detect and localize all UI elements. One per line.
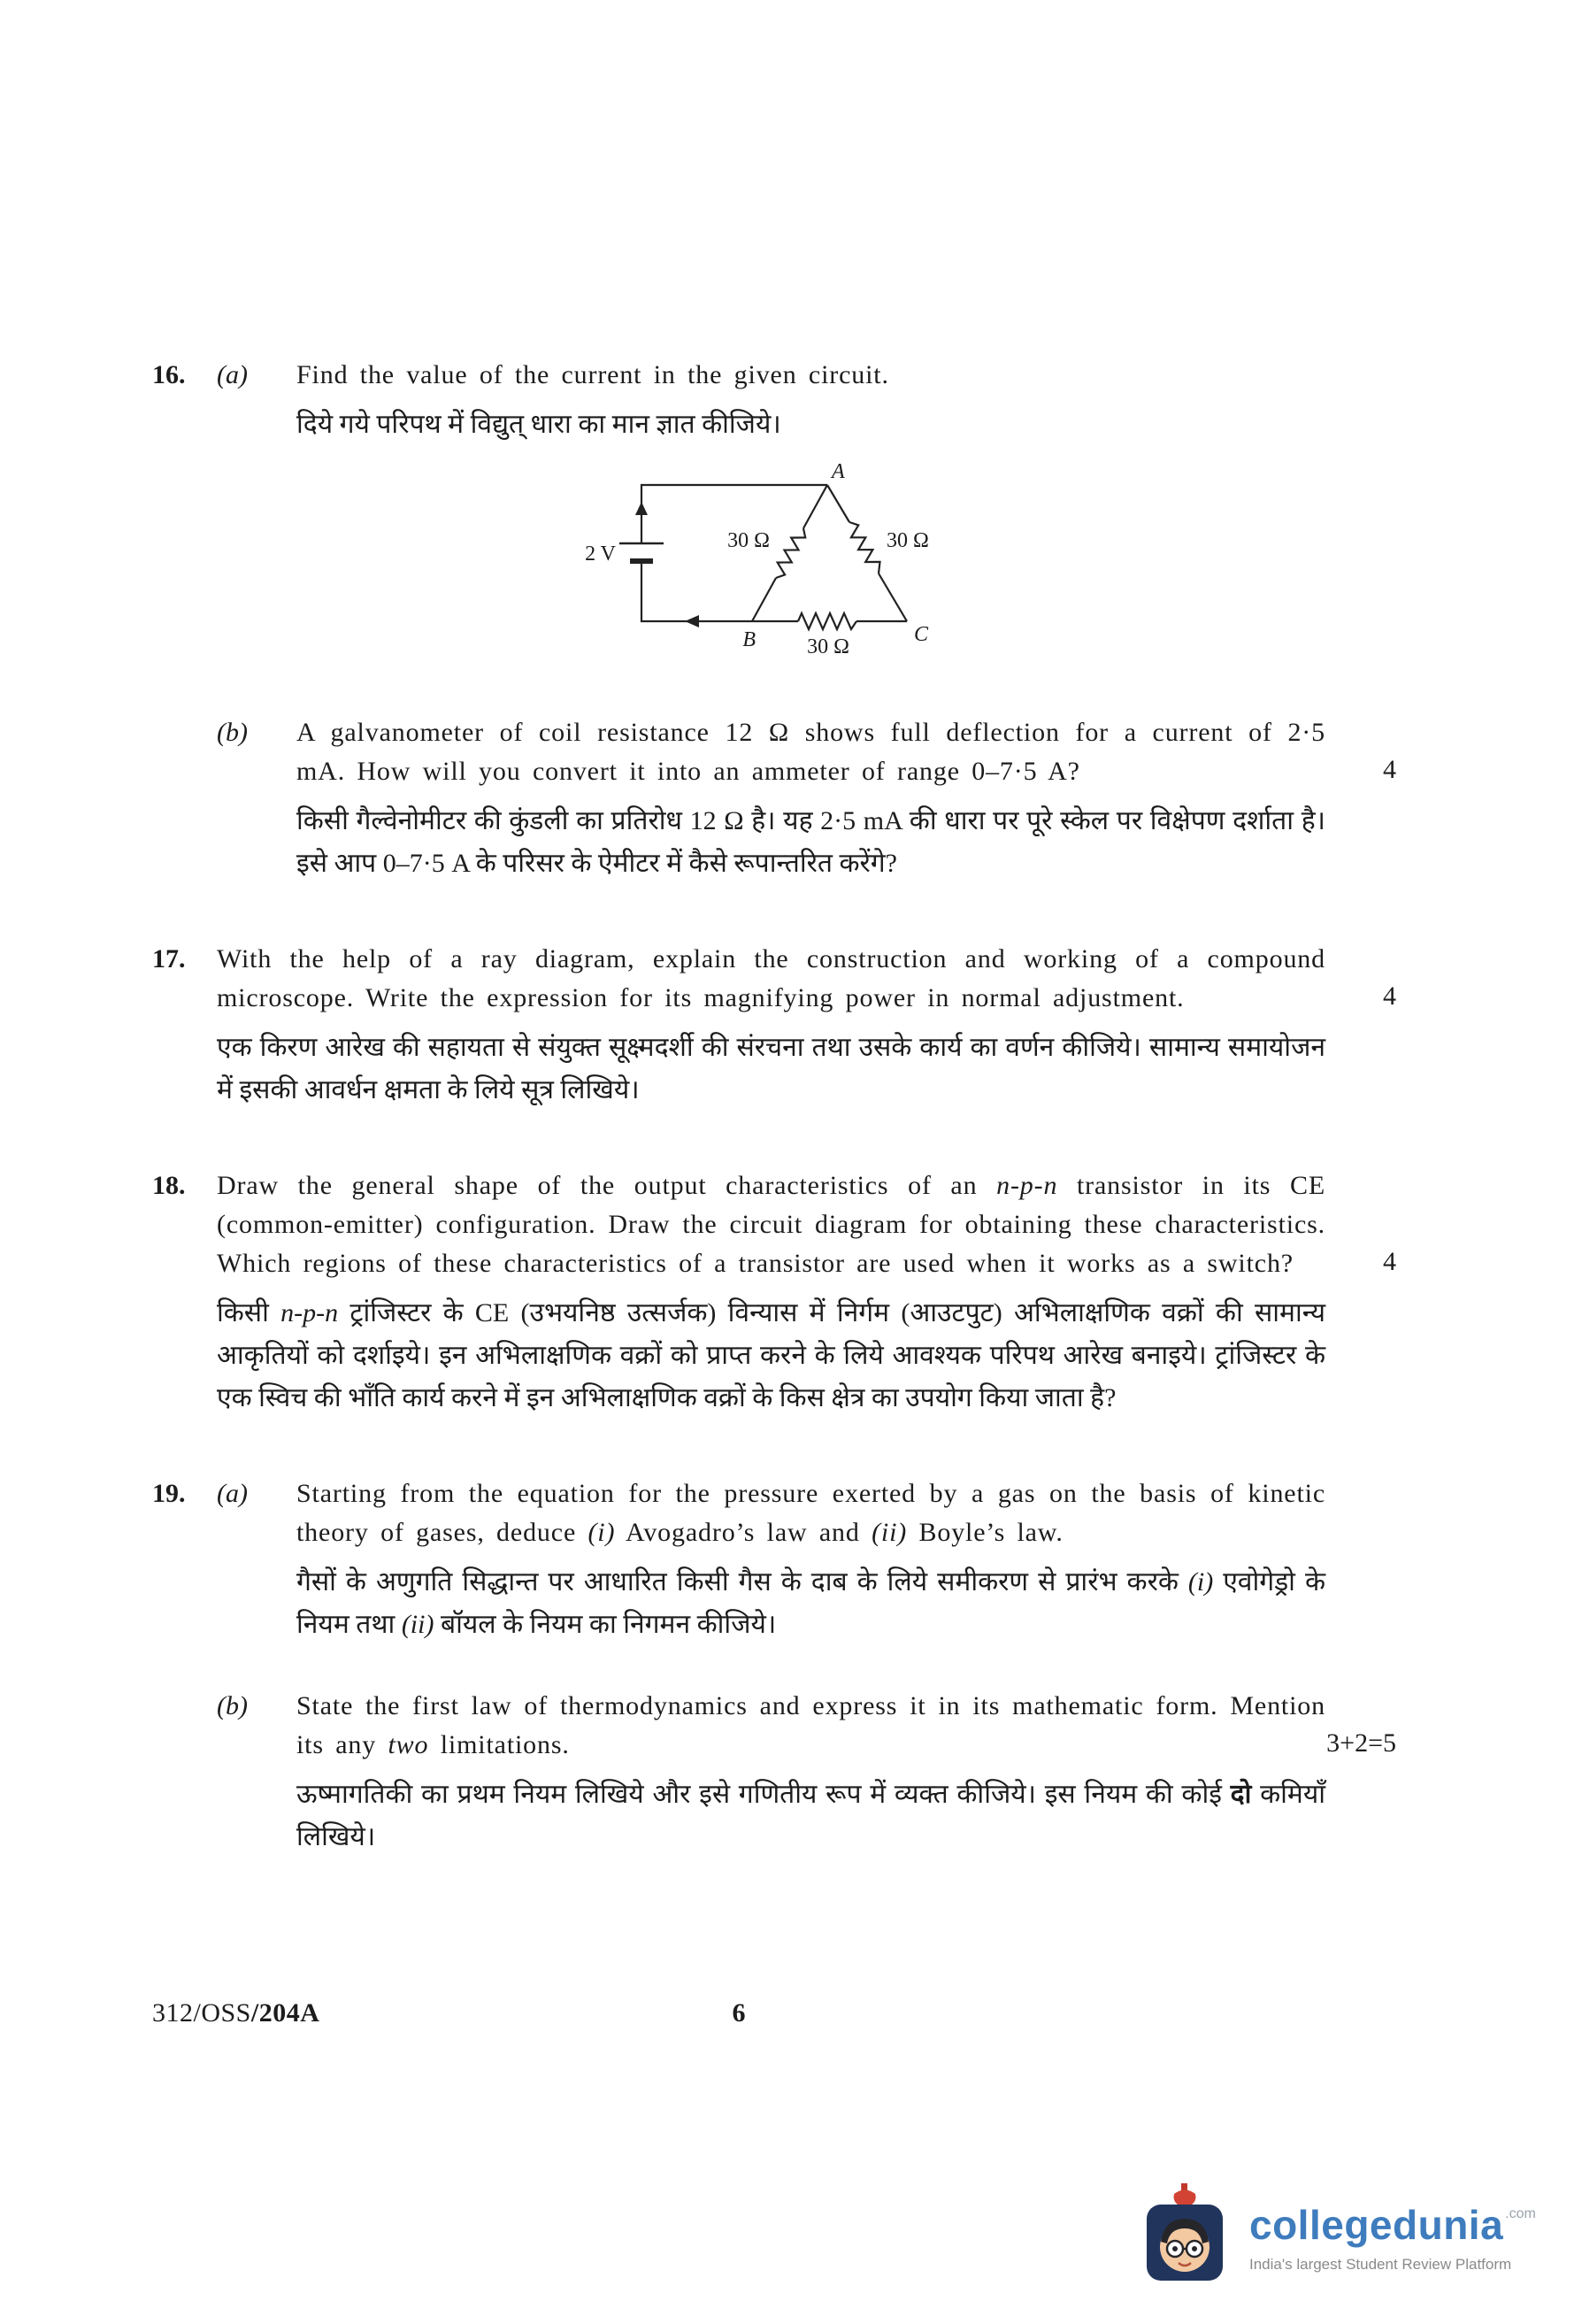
question-19b-marks: 3+2=5 (1326, 1728, 1396, 1758)
page-footer (152, 1998, 1325, 2028)
question-18 (152, 1166, 1396, 1420)
question-19b-hi-2: कमियाँ लिखिये। (296, 1780, 1325, 1851)
question-16b-marks: 4 (1383, 755, 1396, 784)
question-19a-hi-1: गैसों के अणुगति सिद्धान्त पर आधारित किसी गैस के दाब के लिये समीकरण से प्रारंभ करके (296, 1567, 1188, 1597)
question-16 (152, 356, 1396, 885)
question-19a-en-1: Starting from the equation for the pressure exerted by a gas on the basis of kinetic theory of gases, deduce (296, 1479, 1325, 1547)
circuit-svg (566, 462, 956, 679)
mascot-eye-right (1192, 2246, 1197, 2251)
question-19b-en-italic: two (388, 1730, 429, 1759)
brand-tagline: India's largest Student Review Platform (1249, 2255, 1512, 2273)
node-c-label: C (914, 623, 929, 646)
resistor-right-icon (849, 522, 880, 573)
question-18-text-hi-italic: n-p-n (280, 1298, 339, 1327)
question-19 (152, 1474, 1396, 1858)
question-17-text-hi: एक किरण आरेख की सहायता से संयुक्त सूक्ष्मदर्शी की संरचना तथा उसके कार्य का वर्णन कीजिये। सामान्य समायोजन में इसकी आवर्धन क्षमता के लिये सूत्र लिखिये। (217, 1033, 1325, 1104)
question-19a-label: (a) (217, 1479, 248, 1508)
question-19a-en-2: Avogadro’s law and (615, 1518, 872, 1547)
battery-voltage-label: 2 V (585, 543, 616, 566)
page-number: 6 (732, 1998, 746, 2028)
question-18-text-en-post: transistor in its CE (common-emitter) configuration. Draw the circuit diagram for obtaining these characteristics. Which regions of these characteristics of a transistor are used when it works as a switch? (217, 1171, 1325, 1278)
question-18-marks: 4 (1383, 1247, 1396, 1276)
question-19a-hi-2: एवोगेड्रो के नियम तथा (296, 1567, 1325, 1639)
question-16a-body (296, 356, 1325, 689)
brand-name: collegedunia (1249, 2201, 1504, 2248)
brand-row (1249, 2201, 1536, 2249)
question-19b-text-hi (296, 1774, 1325, 1858)
circuit-wires (641, 485, 907, 629)
question-16b-text-hi: किसी गैल्वेनोमीटर की कुंडली का प्रतिरोध 12 Ω है। यह 2·5 mA की धारा पर पूरे स्केल पर विक्षेपण दर्शाता है। इसे आप 0–7·5 A के परिसर के ऐमीटर में कैसे रूपान्तरित करेंगे? (296, 806, 1325, 878)
question-16a-label: (a) (217, 360, 248, 389)
question-19a-en-ii: (ii) (872, 1518, 908, 1547)
question-19a-hi-ii: (ii) (401, 1610, 434, 1639)
question-19b-text-en (296, 1687, 1396, 1765)
question-16b-text-en-main: A galvanometer of coil resistance 12 Ω shows full deflection for a current of 2·5 mA. How will you convert it into an ammeter of range 0–7·5 A? (296, 718, 1325, 786)
current-arrow-left-icon (685, 615, 699, 627)
question-17-marks: 4 (1383, 981, 1396, 1011)
resistor-left-label: 30 Ω (727, 529, 770, 552)
question-16b-text-en (296, 713, 1396, 791)
paper-code-regular: 312/OSS (152, 1998, 251, 2028)
resistor-left-icon (776, 528, 805, 578)
question-17-text-en (217, 940, 1396, 1018)
question-18-text-hi-pre: किसी (217, 1298, 281, 1327)
resistor-bottom-icon (798, 613, 856, 629)
question-19b-en-2: limitations. (428, 1730, 570, 1759)
resistor-bottom-label: 30 Ω (807, 635, 849, 658)
question-18-text-en (217, 1166, 1396, 1283)
collegedunia-logo[interactable] (1136, 2159, 1561, 2314)
question-19a-hi-i: (i) (1187, 1567, 1214, 1597)
current-arrow-up-icon (635, 502, 648, 515)
resistor-right-label: 30 Ω (887, 529, 929, 552)
brand-suffix: .com (1505, 2205, 1536, 2221)
question-18-number: 18. (152, 1171, 186, 1200)
node-a-label: A (832, 462, 845, 483)
question-16b-body (296, 713, 1396, 885)
question-19b-body (296, 1687, 1396, 1858)
question-16-number: 16. (152, 360, 186, 389)
question-19a-text-en (296, 1474, 1325, 1552)
question-18-body (217, 1166, 1396, 1420)
question-19b-hi-bold: दो (1230, 1780, 1252, 1809)
battery-icon (619, 543, 664, 561)
question-17-body (217, 940, 1396, 1112)
question-19a-en-3: Boyle’s law. (907, 1518, 1064, 1547)
circuit-diagram (566, 462, 1325, 683)
question-16a-text-en: Find the value of the current in the given circuit. (296, 360, 889, 389)
question-19a-body (296, 1474, 1325, 1646)
question-18-text-en-italic: n-p-n (996, 1171, 1058, 1200)
wire-ab-upper (803, 485, 827, 528)
paper-code-bold: /204A (250, 1998, 320, 2028)
question-18-text-hi (217, 1292, 1325, 1420)
page-content (152, 356, 1396, 1858)
wire-bottom-left (641, 561, 752, 621)
question-19b-hi-1: ऊष्मागतिकी का प्रथम नियम लिखिये और इसे गणितीय रूप में व्यक्त कीजिये। इस नियम की कोई (296, 1780, 1231, 1809)
question-19b-label: (b) (217, 1691, 248, 1720)
question-19-number: 19. (152, 1479, 186, 1508)
question-17-number: 17. (152, 944, 186, 973)
question-19a-hi-3: बॉयल के नियम का निगमन कीजिये। (434, 1610, 777, 1639)
question-18-text-hi-post: ट्रांजिस्टर के CE (उभयनिष्ठ उत्सर्जक) विन्यास में निर्गम (आउटपुट) अभिलाक्षणिक वक्रों की सामान्य आकृतियों को दर्शाइये। इन अभिलाक्षणिक वक्रों को प्राप्त करने के लिये आवश्यक परिपथ आरेख बनाइये। ट्रांजिस्टर के एक स्विच की भाँति कार्य करने में इन अभिलाक्षणिक वक्रों के किस क्षेत्र का उपयोग किया जाता है? (217, 1298, 1325, 1412)
mascot-eye-left (1172, 2246, 1178, 2251)
question-16b-label: (b) (217, 718, 248, 747)
question-19b-en-1: State the first law of thermodynamics and express it in its mathematic form. Mention its any (296, 1691, 1325, 1759)
question-19a-text-hi (296, 1561, 1325, 1646)
question-16a-text-hi: दिये गये परिपथ में विद्युत् धारा का मान ज्ञात कीजिये। (296, 410, 781, 439)
wire-ab-lower (752, 578, 776, 621)
question-17-text-en-main: With the help of a ray diagram, explain the construction and working of a compound microscope. Write the expression for its magnifying power in normal adjustment. (217, 944, 1325, 1012)
node-b-label: B (742, 628, 756, 651)
wire-ac-lower (879, 573, 907, 621)
question-17 (152, 940, 1396, 1112)
question-19a-en-i: (i) (587, 1518, 616, 1547)
collegedunia-mascot-icon (1136, 2182, 1233, 2292)
question-18-text-en-pre: Draw the general shape of the output characteristics of an (217, 1171, 997, 1200)
wire-ac-upper (827, 485, 849, 522)
logo-text (1249, 2201, 1536, 2274)
